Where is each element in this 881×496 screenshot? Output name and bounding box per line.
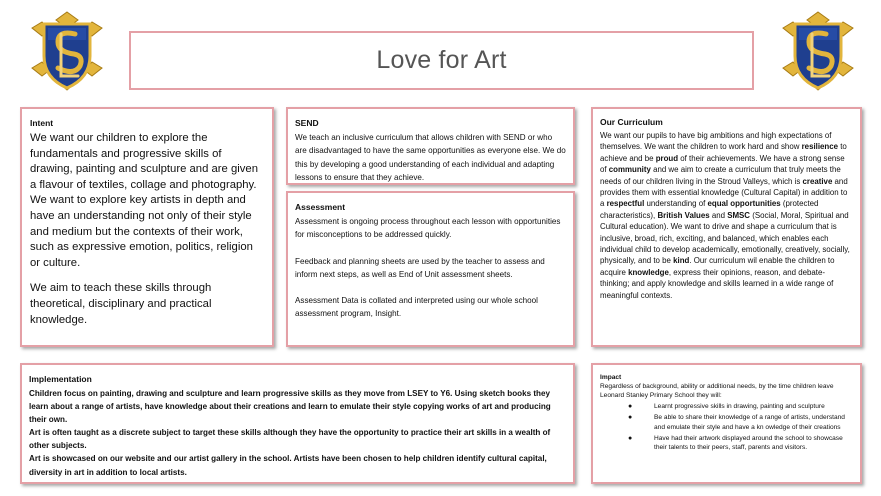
assessment-paragraph: Assessment is ongoing process throughout each lesson with opportunities for misconceptions to be addressed quickly. — [295, 217, 561, 240]
intent-heading: Intent — [30, 118, 54, 128]
send-heading: SEND — [295, 118, 319, 128]
curriculum-keyword: resilience — [801, 142, 839, 152]
intent-paragraph: We want our children to explore the fundamentals and progressive skills of drawing, painting and sculpture and are given a flavour of textiles, collage and photography. We want to explore key artists in depth and have an understanding not only of their style and medium but the contexts of their work, such as expressive emotion, politics, religion or culture. — [30, 132, 258, 269]
curriculum-keyword: community — [608, 165, 651, 175]
assessment-paragraph: Assessment Data is collated and interpreted using our whole school assessment program, Insight. — [295, 296, 538, 319]
list-item — [628, 402, 853, 411]
curriculum-text-segment: , express their opinions, reason, and debate-thinking; and apply knowledge and skills learned in a wide range of meaningful contexts. — [600, 267, 834, 300]
curriculum-text — [600, 130, 853, 301]
curriculum-text-segment: of their achievements. We have a strong sense of — [600, 153, 845, 175]
page-title: Love for Art — [376, 46, 507, 74]
curriculum-keyword: knowledge — [628, 267, 669, 277]
school-crest-left — [28, 10, 106, 92]
curriculum-keyword: SMSC — [727, 210, 751, 220]
impact-heading: Impact — [600, 374, 622, 381]
curriculum-text-segment: and provides them with essential knowledge (Cultural Capital) in addition to a — [600, 176, 848, 209]
impact-item-text: Be able to share their knowledge of a range of artists, understand and emulate their style and have a kn owledge of their creations — [654, 414, 845, 431]
assessment-panel — [286, 191, 575, 347]
school-crest-right — [779, 10, 857, 92]
curriculum-keyword: creative — [802, 176, 833, 186]
assessment-paragraph: Feedback and planning sheets are used by the teacher to assess and inform next steps, as well as End of Unit assessment sheets. — [295, 256, 545, 279]
curriculum-text-segment: . Our curriculum wil enable the children to acquire — [600, 256, 835, 277]
curriculum-heading: Our Curriculum — [600, 117, 663, 127]
assessment-heading: Assessment — [295, 202, 346, 212]
implementation-heading: Implementation — [29, 374, 92, 384]
curriculum-keyword: proud — [655, 153, 679, 163]
impact-list — [600, 402, 853, 453]
implementation-panel — [20, 363, 575, 484]
impact-item-text: Have had their artwork displayed around the school to showcase their talents to their peers, staff, parents and visitors. — [654, 435, 843, 452]
implementation-paragraph: Art is often taught as a discrete subject to target these skills although they have the opportunity to practice their art skills in a wealth of other subjects. — [29, 428, 551, 451]
send-panel — [286, 107, 575, 185]
intent-panel — [20, 107, 274, 347]
curriculum-keyword: equal opportunities — [707, 199, 781, 209]
crest-icon — [28, 10, 106, 92]
implementation-paragraph: Art is showcased on our website and our artist gallery in the school. Artists have been chosen to help children identify cultural capital, diversity in art in addition to local artists. — [29, 454, 547, 477]
bullet-icon: ● — [628, 414, 633, 422]
impact-item-text: Learnt progressive skills in drawing, painting and sculpture — [654, 402, 825, 410]
curriculum-text-segment: understanding of — [644, 199, 708, 209]
impact-lead: Regardless of background, ability or additional needs, by the time children leave Leonard Stanley Primary School they will: — [600, 383, 834, 400]
impact-panel — [591, 363, 862, 484]
bullet-icon: ● — [628, 402, 633, 410]
list-item — [628, 434, 853, 453]
curriculum-keyword: British Values — [657, 210, 710, 220]
curriculum-text-segment: (Social, Moral, Spiritual and Cultural education). We want to drive and shape a curriculum that is inclusive, broad, rich, exciting, and balanced, which enables each individual child to develop academically, emotionally, creatively, socially, physically, and to be — [600, 210, 850, 266]
curriculum-text-segment: to achieve and be — [600, 142, 847, 163]
bullet-icon: ● — [628, 435, 633, 443]
curriculum-keyword: respectful — [606, 199, 645, 209]
send-text: We teach an inclusive curriculum that allows children with SEND or who are disadvantaged to have the same opportunities as everyone else. We do this by developing a good understanding of each individual and adapting lessons to ensure that they achieve. — [295, 133, 566, 182]
intent-paragraph: We aim to teach these skills through theoretical, disciplinary and practical knowledge. — [30, 282, 212, 326]
curriculum-text-segment: (protected characteristics), — [600, 199, 819, 220]
title-banner — [129, 31, 754, 90]
curriculum-text-segment: We want our pupils to have big ambitions and high expectations of themselves. We want the children to work hard and show — [600, 131, 832, 152]
curriculum-text-segment: and — [709, 210, 728, 220]
implementation-paragraph: Children focus on painting, drawing and sculpture and learn progressive skills as they move from LSEY to Y6. Using sketch books they learn about a range of artists, have knowledge about their creations and learn to emulate their style copying works of art and producing their own. — [29, 389, 551, 425]
list-item — [628, 413, 853, 432]
curriculum-keyword: kind — [673, 256, 690, 266]
curriculum-text-segment: and we aim to create a curriculum that truly meets the needs of our children living in the Stroud Valleys, which is — [600, 165, 841, 186]
curriculum-panel — [591, 107, 862, 347]
crest-icon — [779, 10, 857, 92]
